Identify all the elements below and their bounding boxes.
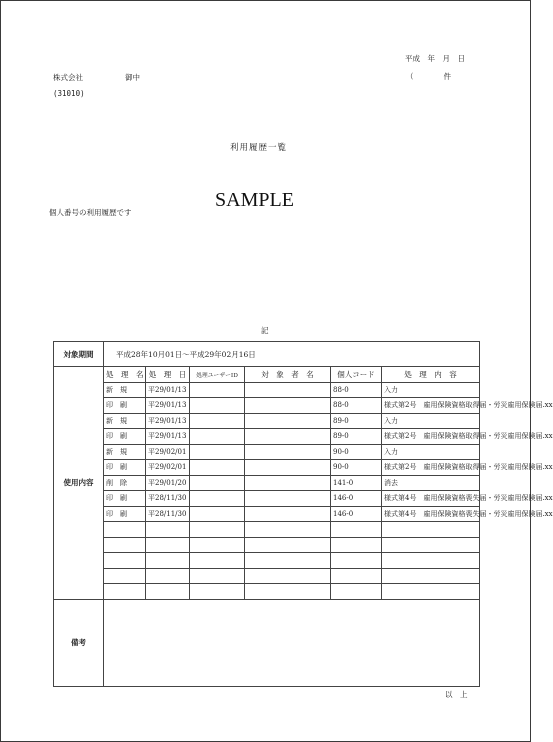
intro-text: 個人番号の利用履歴です <box>49 208 132 217</box>
col-header-user: 処理ユーザーID <box>190 367 245 383</box>
remarks-content <box>104 599 480 686</box>
company-label: 株式会社 <box>53 73 83 82</box>
row-content: 入力 <box>382 413 480 429</box>
customer-code: (31010) <box>53 89 85 98</box>
row-name <box>245 491 331 507</box>
usage-history-table <box>53 341 553 687</box>
row-code: 90-0 <box>331 460 382 476</box>
row-type: 印 刷 <box>104 491 146 507</box>
empty-row <box>54 584 480 600</box>
table-row <box>54 460 480 476</box>
row-content: 様式第2号 雇用保険資格取得届・労災雇用保険届.xx <box>382 398 480 414</box>
remarks-row <box>54 599 480 686</box>
row-name <box>245 444 331 460</box>
table-row <box>54 444 480 460</box>
usage-label: 使用内容 <box>54 367 104 600</box>
row-name <box>245 398 331 414</box>
empty-row <box>54 568 480 584</box>
row-content: 入力 <box>382 382 480 398</box>
col-header-name: 対 象 者 名 <box>245 367 331 383</box>
table-row <box>54 506 480 522</box>
row-code: 146-0 <box>331 506 382 522</box>
row-user <box>190 506 245 522</box>
row-date: 平28/11/30 <box>146 491 190 507</box>
row-type: 印 刷 <box>104 429 146 445</box>
table-row <box>54 475 480 491</box>
sample-watermark: SAMPLE <box>215 189 294 211</box>
col-header-content: 処 理 内 容 <box>382 367 480 383</box>
row-date: 平28/11/30 <box>146 506 190 522</box>
row-content: 様式第4号 雇用保険資格喪失届・労災雇用保険届.xx <box>382 491 480 507</box>
row-type: 新 規 <box>104 444 146 460</box>
row-code: 141-0 <box>331 475 382 491</box>
row-type: 印 刷 <box>104 398 146 414</box>
row-name <box>245 413 331 429</box>
row-name <box>245 429 331 445</box>
document-title: 利用履歴一覧 <box>230 143 288 153</box>
row-name <box>245 382 331 398</box>
empty-row <box>54 537 480 553</box>
honorific-label: 御中 <box>125 73 140 82</box>
row-name <box>245 506 331 522</box>
table-row <box>54 429 480 445</box>
row-date: 平29/01/20 <box>146 475 190 491</box>
row-code: 88-0 <box>331 398 382 414</box>
row-content: 消去 <box>382 475 480 491</box>
row-user <box>190 382 245 398</box>
row-date: 平29/02/01 <box>146 460 190 476</box>
ki-label: 記 <box>261 326 269 335</box>
row-type: 新 規 <box>104 382 146 398</box>
row-code: 89-0 <box>331 429 382 445</box>
row-date: 平29/01/13 <box>146 429 190 445</box>
row-type: 印 刷 <box>104 460 146 476</box>
row-code: 89-0 <box>331 413 382 429</box>
table-row <box>54 413 480 429</box>
row-date: 平29/02/01 <box>146 444 190 460</box>
empty-row <box>54 553 480 569</box>
row-name <box>245 475 331 491</box>
header-row <box>54 367 480 383</box>
table-row <box>54 398 480 414</box>
row-user <box>190 460 245 476</box>
row-user <box>190 444 245 460</box>
period-label: 対象期間 <box>54 342 104 367</box>
row-type: 削 除 <box>104 475 146 491</box>
row-type: 新 規 <box>104 413 146 429</box>
date-label: 平成 年 月 日 <box>405 54 465 63</box>
row-content: 様式第4号 雇用保険資格喪失届・労災雇用保険届.xx <box>382 506 480 522</box>
row-type: 印 刷 <box>104 506 146 522</box>
row-content: 様式第2号 雇用保険資格取得届・労災雇用保険届.xx <box>382 429 480 445</box>
footer-end: 以 上 <box>445 690 468 699</box>
period-value: 平成28年10月01日～平成29年02月16日 <box>104 342 480 367</box>
row-user <box>190 413 245 429</box>
col-header-type: 処 理 名 <box>104 367 146 383</box>
period-row <box>54 342 480 367</box>
row-user <box>190 398 245 414</box>
row-user <box>190 475 245 491</box>
row-code: 146-0 <box>331 491 382 507</box>
count-bracket: （ 件 <box>406 72 451 81</box>
row-code: 88-0 <box>331 382 382 398</box>
col-header-code: 個人コード <box>331 367 382 383</box>
col-header-date: 処 理 日 <box>146 367 190 383</box>
row-content: 様式第2号 雇用保険資格取得届・労災雇用保険届.xx <box>382 460 480 476</box>
row-date: 平29/01/13 <box>146 413 190 429</box>
remarks-label: 備考 <box>54 599 104 686</box>
row-date: 平29/01/13 <box>146 398 190 414</box>
row-code: 90-0 <box>331 444 382 460</box>
table-row <box>54 491 480 507</box>
row-user <box>190 429 245 445</box>
table-row <box>54 382 480 398</box>
row-date: 平29/01/13 <box>146 382 190 398</box>
empty-row <box>54 522 480 538</box>
row-user <box>190 491 245 507</box>
row-content: 入力 <box>382 444 480 460</box>
row-name <box>245 460 331 476</box>
